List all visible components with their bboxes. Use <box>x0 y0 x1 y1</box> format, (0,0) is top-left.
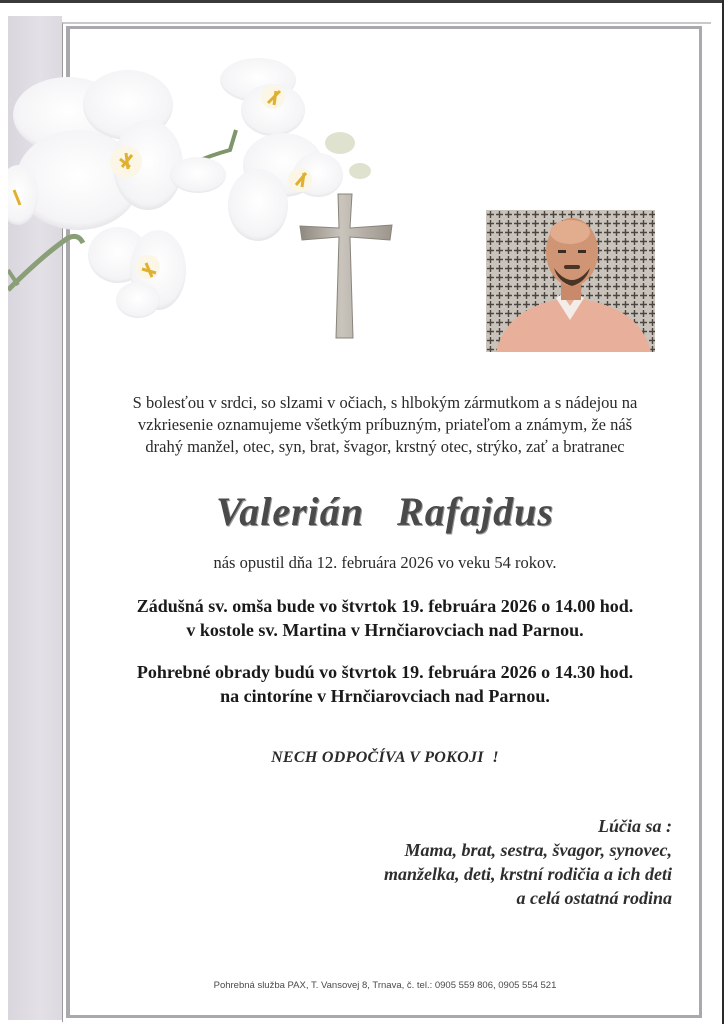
mass-line-2: v kostole sv. Martina v Hrnčiarovciach nad Parnou. <box>186 620 584 640</box>
scan-edge-top <box>0 0 724 3</box>
passed-line: nás opustil dňa 12. februára 2026 vo veku 54 rokov. <box>213 553 557 572</box>
intro-line: drahý manžel, otec, syn, brat, švagor, krstný otec, strýko, zať a bratranec <box>145 437 625 456</box>
deceased-name <box>70 488 700 535</box>
first-name: Valerián <box>216 489 365 534</box>
intro-text <box>70 392 700 458</box>
mourners-block <box>272 814 672 910</box>
intro-line: vzkriesenie oznamujeme všetkým príbuzným, priateľom a známym, že náš <box>137 415 633 434</box>
burial-info <box>70 660 700 708</box>
burial-line-1: Pohrebné obrady budú vo štvrtok 19. februára 2026 o 14.30 hod. <box>136 662 634 682</box>
portrait-photo <box>486 210 655 352</box>
burial-line-2: na cintoríne v Hrnčiarovciach nad Parnou. <box>220 686 550 706</box>
last-name: Rafajdus <box>397 489 554 534</box>
mourners-heading: Lúčia sa : <box>598 816 672 836</box>
rest-in-peace: NECH ODPOČÍVA V POKOJI ! <box>271 749 499 766</box>
funeral-service-footer: Pohrebná služba PAX, T. Vansovej 8, Trnava, č. tel.: 0905 559 806, 0905 554 521 <box>213 980 557 991</box>
mass-line-1: Zádušná sv. omša bude vo štvrtok 19. februára 2026 o 14.00 hod. <box>136 596 634 616</box>
mourners-line: Mama, brat, sestra, švagor, synovec, <box>404 840 672 860</box>
intro-line: S bolesťou v srdci, so slzami v očiach, s hlbokým zármutkom a s nádejou na <box>132 393 638 412</box>
mourners-line: manželka, deti, krstní rodičia a ich deti <box>383 864 672 884</box>
cross-icon <box>298 192 394 342</box>
mourners-line: a celá ostatná rodina <box>516 888 672 908</box>
mass-info <box>70 594 700 642</box>
